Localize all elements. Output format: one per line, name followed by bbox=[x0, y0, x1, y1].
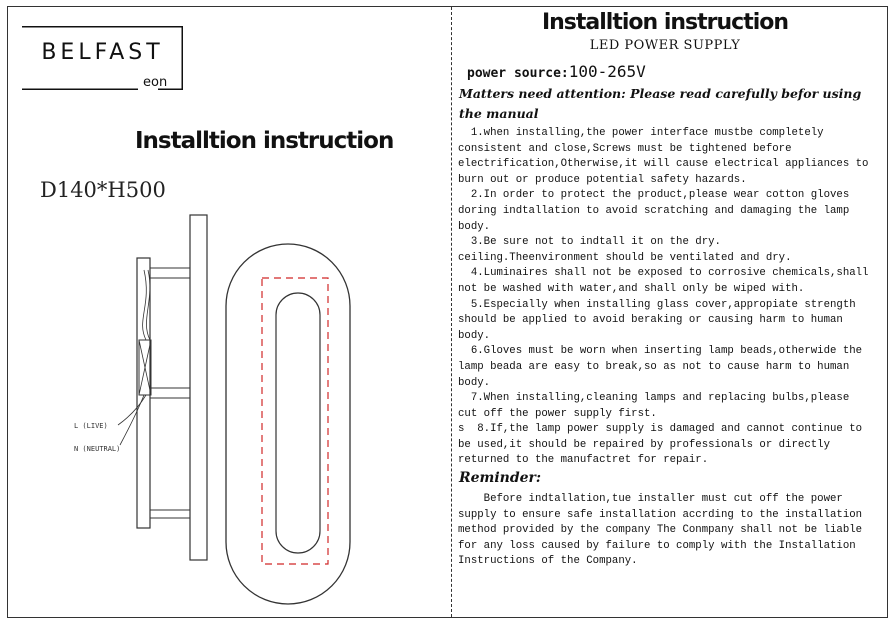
instruction-line: 4.Luminaires shall not be exposed to corrosive chemicals,shall bbox=[458, 267, 869, 280]
instruction-line: returned to the manufactret for repair. bbox=[458, 454, 709, 467]
brand-logo bbox=[22, 26, 183, 90]
logo-name: BELFAST bbox=[41, 40, 164, 65]
power-value: 100-265V bbox=[568, 62, 646, 81]
instruction-line: consistent and close,Screws must be tightened before bbox=[458, 142, 792, 155]
instruction-line: 3.Be sure not to indtall it on the dry. bbox=[458, 236, 721, 249]
instruction-line: 7.When installing,cleaning lamps and replacing bulbs,please bbox=[458, 392, 850, 405]
instruction-line: be used,it should be repaired by professionals or directly bbox=[458, 438, 830, 451]
lamp-side-body bbox=[190, 215, 207, 560]
instruction-line: body. bbox=[458, 376, 491, 389]
instruction-line: body. bbox=[458, 220, 491, 233]
left-title: Installtion instruction bbox=[135, 128, 394, 154]
instruction-line: ceiling.Theenvironment should be ventilated and dry. bbox=[458, 251, 792, 264]
reminder-heading: Reminder: bbox=[459, 470, 542, 486]
power-label: power source: bbox=[467, 66, 569, 81]
power-source bbox=[467, 62, 646, 81]
instruction-line: burn out or produce potential safety hazards. bbox=[458, 173, 747, 186]
dimensions-label: D140*H500 bbox=[40, 178, 166, 202]
instruction-line: body. bbox=[458, 329, 491, 342]
instruction-line: doring indtallation to avoid scratching and damaging the lamp bbox=[458, 204, 850, 217]
instruction-line: should be applied to avoid beraking or causing harm to human bbox=[458, 314, 843, 327]
instruction-line: 1.when installing,the power interface mustbe completely bbox=[458, 127, 824, 139]
instruction-line: cut off the power supply first. bbox=[458, 407, 657, 420]
reminder-line: Before indtallation,tue installer must cut off the power bbox=[458, 493, 843, 505]
reminder-line: for any loss caused by failure to comply with the Installation bbox=[458, 539, 856, 552]
wire-neutral-label: N (NEUTRAL) bbox=[74, 445, 121, 453]
right-title: Installtion instruction bbox=[541, 10, 789, 35]
attention-heading: Matters need attention: Please read carefully befor using the manual bbox=[459, 86, 862, 121]
wire-live-label: L (LIVE) bbox=[74, 422, 108, 430]
center-divider bbox=[451, 7, 452, 617]
instruction-line: electrification,Otherwise,it will cause electrical appliances to bbox=[458, 158, 869, 171]
right-subtitle: LED POWER SUPPLY bbox=[589, 38, 741, 53]
lamp-inner-oval bbox=[276, 293, 320, 553]
instruction-line: 2.In order to protect the product,please wear cotton gloves bbox=[458, 189, 850, 202]
logo-sub: eon bbox=[143, 75, 168, 90]
reminder-line: Instructions of the Company. bbox=[458, 555, 638, 568]
instruction-line: s 8.If,the lamp power supply is damaged and cannot continue to bbox=[458, 423, 863, 436]
led-area-outline bbox=[262, 278, 328, 564]
reminder-text bbox=[458, 492, 884, 570]
instruction-line: 6.Gloves must be worn when inserting lamp beads,otherwide the bbox=[458, 345, 863, 358]
reminder-line: method provided by the company The Conmpany shall not be liable bbox=[458, 524, 863, 537]
instruction-line: 5.Especially when installing glass cover,appropiate strength bbox=[458, 298, 856, 311]
lamp-drawing bbox=[60, 210, 360, 610]
reminder-line: supply to ensure safe installation accrding to the installation bbox=[458, 508, 863, 521]
instruction-line: lamp beada are easy to break,so as not to cause harm to human bbox=[458, 360, 850, 373]
instruction-line: not be washed with water,and shall only be wiped with. bbox=[458, 282, 805, 295]
instruction-list bbox=[458, 126, 884, 469]
